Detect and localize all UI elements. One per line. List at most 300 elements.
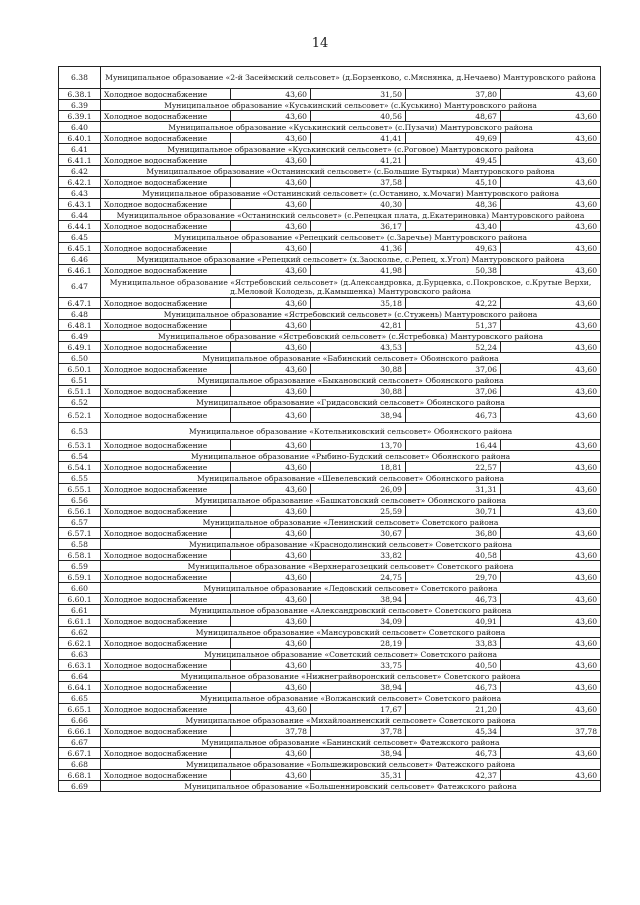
- tariff-value-3: 49,63: [406, 243, 501, 254]
- table-row: [59, 265, 601, 276]
- tariff-value-4: 43,60: [501, 440, 601, 451]
- row-number: 6.43: [59, 188, 101, 199]
- section-row: [59, 671, 601, 682]
- table-row: [59, 133, 601, 144]
- row-number: 6.48: [59, 309, 101, 320]
- service-name: Холодное водоснабжение: [101, 638, 231, 649]
- tariff-value-3: 49,69: [406, 133, 501, 144]
- tariff-value-3: 46,73: [406, 682, 501, 693]
- row-number: 6.67: [59, 737, 101, 748]
- municipality-title: Муниципальное образование «Ледовский сельсовет» Советского района: [101, 583, 601, 594]
- row-number: 6.48.1: [59, 320, 101, 331]
- section-row: [59, 693, 601, 704]
- row-number: 6.50.1: [59, 364, 101, 375]
- service-name: Холодное водоснабжение: [101, 265, 231, 276]
- row-number: 6.49: [59, 331, 101, 342]
- service-name: Холодное водоснабжение: [101, 660, 231, 671]
- table-row: [59, 386, 601, 397]
- tariff-value-3: 37,80: [406, 89, 501, 100]
- table-row: [59, 221, 601, 232]
- tariff-value-3: 40,91: [406, 616, 501, 627]
- row-number: 6.52.1: [59, 408, 101, 423]
- tariff-value-1: 43,60: [231, 89, 311, 100]
- row-number: 6.58.1: [59, 550, 101, 561]
- tariff-value-3: 37,06: [406, 364, 501, 375]
- section-row: [59, 423, 601, 440]
- row-number: 6.56: [59, 495, 101, 506]
- row-number: 6.54: [59, 451, 101, 462]
- tariff-value-4: 37,78: [501, 726, 601, 737]
- municipality-title: Муниципальное образование «Останинский сельсовет» (с.Останино, х.Мочаги) Мантуровского района: [101, 188, 601, 199]
- row-number: 6.65: [59, 693, 101, 704]
- tariff-value-1: 43,60: [231, 320, 311, 331]
- table-row: [59, 342, 601, 353]
- service-name: Холодное водоснабжение: [101, 770, 231, 781]
- tariff-value-3: 51,37: [406, 320, 501, 331]
- service-name: Холодное водоснабжение: [101, 594, 231, 605]
- tariff-value-2: 30,88: [311, 386, 406, 397]
- row-number: 6.59.1: [59, 572, 101, 583]
- tariff-value-3: 48,36: [406, 199, 501, 210]
- tariff-value-4: 43,60: [501, 133, 601, 144]
- section-row: [59, 353, 601, 364]
- tariff-value-3: 52,24: [406, 342, 501, 353]
- row-number: 6.38: [59, 67, 101, 89]
- table-row: [59, 155, 601, 166]
- service-name: Холодное водоснабжение: [101, 726, 231, 737]
- service-name: Холодное водоснабжение: [101, 298, 231, 309]
- table-row: [59, 89, 601, 100]
- section-row: [59, 188, 601, 199]
- row-number: 6.49.1: [59, 342, 101, 353]
- tariff-value-3: 40,50: [406, 660, 501, 671]
- tariff-value-2: 17,67: [311, 704, 406, 715]
- section-row: [59, 605, 601, 616]
- tariff-value-3: 46,73: [406, 594, 501, 605]
- tariff-value-1: 43,60: [231, 748, 311, 759]
- tariff-value-2: 35,18: [311, 298, 406, 309]
- tariff-value-1: 43,60: [231, 155, 311, 166]
- table-row: [59, 364, 601, 375]
- row-number: 6.40: [59, 122, 101, 133]
- tariff-value-1: 43,60: [231, 221, 311, 232]
- service-name: Холодное водоснабжение: [101, 550, 231, 561]
- tariff-value-1: 43,60: [231, 638, 311, 649]
- tariff-value-2: 43,53: [311, 342, 406, 353]
- table-row: [59, 462, 601, 473]
- tariff-value-3: 29,70: [406, 572, 501, 583]
- municipality-title: Муниципальное образование «Краснодолинский сельсовет» Советского района: [101, 539, 601, 550]
- row-number: 6.62: [59, 627, 101, 638]
- section-row: [59, 232, 601, 243]
- tariff-value-3: 48,67: [406, 111, 501, 122]
- tariff-value-4: 43,60: [501, 748, 601, 759]
- row-number: 6.64.1: [59, 682, 101, 693]
- row-number: 6.45.1: [59, 243, 101, 254]
- municipality-title: Муниципальное образование «Волжанский сельсовет» Советского района: [101, 693, 601, 704]
- service-name: Холодное водоснабжение: [101, 342, 231, 353]
- service-name: Холодное водоснабжение: [101, 320, 231, 331]
- tariff-value-2: 38,94: [311, 408, 406, 423]
- row-number: 6.68.1: [59, 770, 101, 781]
- service-name: Холодное водоснабжение: [101, 386, 231, 397]
- municipality-title: Муниципальное образование «Ястребовский сельсовет» (с.Ястребовка) Мантуровского района: [101, 331, 601, 342]
- tariff-value-4: 43,60: [501, 770, 601, 781]
- service-name: Холодное водоснабжение: [101, 364, 231, 375]
- row-number: 6.57.1: [59, 528, 101, 539]
- municipality-title: Муниципальное образование «Мансуровский сельсовет» Советского района: [101, 627, 601, 638]
- tariff-value-2: 40,56: [311, 111, 406, 122]
- tariff-value-1: 43,60: [231, 342, 311, 353]
- tariff-value-4: 43,60: [501, 111, 601, 122]
- municipality-title: Муниципальное образование «Банинский сельсовет» Фатежского района: [101, 737, 601, 748]
- tariff-value-4: 43,60: [501, 364, 601, 375]
- tariff-value-1: 37,78: [231, 726, 311, 737]
- tariff-value-1: 43,60: [231, 111, 311, 122]
- tariff-value-4: 43,60: [501, 616, 601, 627]
- section-row: [59, 649, 601, 660]
- row-number: 6.65.1: [59, 704, 101, 715]
- row-number: 6.40.1: [59, 133, 101, 144]
- service-name: Холодное водоснабжение: [101, 408, 231, 423]
- tariff-value-2: 24,75: [311, 572, 406, 583]
- municipality-title: Муниципальное образование «Быкановский сельсовет» Обоянского района: [101, 375, 601, 386]
- tariff-value-2: 18,81: [311, 462, 406, 473]
- row-number: 6.56.1: [59, 506, 101, 517]
- section-row: [59, 67, 601, 89]
- table-row: [59, 320, 601, 331]
- row-number: 6.67.1: [59, 748, 101, 759]
- section-row: [59, 122, 601, 133]
- row-number: 6.38.1: [59, 89, 101, 100]
- tariff-value-1: 43,60: [231, 506, 311, 517]
- section-row: [59, 276, 601, 298]
- service-name: Холодное водоснабжение: [101, 199, 231, 210]
- tariff-value-4: 43,60: [501, 89, 601, 100]
- row-number: 6.46.1: [59, 265, 101, 276]
- table-row: [59, 506, 601, 517]
- table-row: [59, 616, 601, 627]
- tariff-value-2: 38,94: [311, 748, 406, 759]
- row-number: 6.60.1: [59, 594, 101, 605]
- tariff-value-3: 16,44: [406, 440, 501, 451]
- tariff-value-2: 25,59: [311, 506, 406, 517]
- section-row: [59, 737, 601, 748]
- service-name: Холодное водоснабжение: [101, 572, 231, 583]
- row-number: 6.68: [59, 759, 101, 770]
- service-name: Холодное водоснабжение: [101, 704, 231, 715]
- row-number: 6.69: [59, 781, 101, 792]
- tariff-value-1: 43,60: [231, 484, 311, 495]
- row-number: 6.41: [59, 144, 101, 155]
- section-row: [59, 309, 601, 320]
- tariff-value-4: 43,60: [501, 506, 601, 517]
- row-number: 6.61: [59, 605, 101, 616]
- tariff-value-2: 38,94: [311, 594, 406, 605]
- table-row: [59, 704, 601, 715]
- row-number: 6.60: [59, 583, 101, 594]
- section-row: [59, 715, 601, 726]
- tariff-table: [58, 66, 601, 792]
- tariff-value-3: 43,40: [406, 221, 501, 232]
- table-row: [59, 484, 601, 495]
- row-number: 6.44.1: [59, 221, 101, 232]
- tariff-value-4: 43,60: [501, 660, 601, 671]
- table-row: [59, 594, 601, 605]
- tariff-value-2: 31,50: [311, 89, 406, 100]
- service-name: Холодное водоснабжение: [101, 462, 231, 473]
- tariff-value-1: 43,60: [231, 550, 311, 561]
- row-number: 6.63: [59, 649, 101, 660]
- service-name: Холодное водоснабжение: [101, 484, 231, 495]
- row-number: 6.43.1: [59, 199, 101, 210]
- tariff-value-3: 42,22: [406, 298, 501, 309]
- tariff-value-1: 43,60: [231, 133, 311, 144]
- row-number: 6.44: [59, 210, 101, 221]
- tariff-value-3: 45,34: [406, 726, 501, 737]
- tariff-value-1: 43,60: [231, 243, 311, 254]
- tariff-value-4: 43,60: [501, 342, 601, 353]
- municipality-title: Муниципальное образование «Башкатовский сельсовет» Обоянского района: [101, 495, 601, 506]
- tariff-value-4: 43,60: [501, 221, 601, 232]
- tariff-value-1: 43,60: [231, 528, 311, 539]
- row-number: 6.51: [59, 375, 101, 386]
- municipality-title: Муниципальное образование «Бабинский сельсовет» Обоянского района: [101, 353, 601, 364]
- service-name: Холодное водоснабжение: [101, 111, 231, 122]
- tariff-value-2: 34,09: [311, 616, 406, 627]
- tariff-value-4: 43,60: [501, 177, 601, 188]
- municipality-title: Муниципальное образование «Большежировский сельсовет» Фатежского района: [101, 759, 601, 770]
- table-row: [59, 660, 601, 671]
- section-row: [59, 254, 601, 265]
- tariff-value-4: 43,60: [501, 638, 601, 649]
- table-row: [59, 572, 601, 583]
- row-number: 6.53: [59, 423, 101, 440]
- tariff-value-4: 43,60: [501, 298, 601, 309]
- tariff-value-2: 37,58: [311, 177, 406, 188]
- section-row: [59, 166, 601, 177]
- tariff-value-2: 42,81: [311, 320, 406, 331]
- municipality-title: Муниципальное образование «Ленинский сельсовет» Советского района: [101, 517, 601, 528]
- section-row: [59, 781, 601, 792]
- municipality-title: Муниципальное образование «Верхнерагозецкий сельсовет» Советского района: [101, 561, 601, 572]
- section-row: [59, 539, 601, 550]
- municipality-title: Муниципальное образование «Ястребовский сельсовет» (с.Стужень) Мантуровского района: [101, 309, 601, 320]
- tariff-value-3: 42,37: [406, 770, 501, 781]
- row-number: 6.47: [59, 276, 101, 298]
- tariff-value-3: 49,45: [406, 155, 501, 166]
- tariff-value-1: 43,60: [231, 440, 311, 451]
- section-row: [59, 627, 601, 638]
- row-number: 6.39: [59, 100, 101, 111]
- tariff-value-1: 43,60: [231, 199, 311, 210]
- tariff-value-4: 43,60: [501, 572, 601, 583]
- municipality-title: Муниципальное образование «Репецкий сельсовет» (с.Заречье) Мантуровского района: [101, 232, 601, 243]
- row-number: 6.58: [59, 539, 101, 550]
- row-number: 6.41.1: [59, 155, 101, 166]
- service-name: Холодное водоснабжение: [101, 506, 231, 517]
- service-name: Холодное водоснабжение: [101, 748, 231, 759]
- tariff-value-1: 43,60: [231, 386, 311, 397]
- tariff-value-2: 35,31: [311, 770, 406, 781]
- tariff-value-2: 28,19: [311, 638, 406, 649]
- tariff-value-3: 22,57: [406, 462, 501, 473]
- municipality-title: Муниципальное образование «Гридасовский сельсовет» Обоянского района: [101, 397, 601, 408]
- section-row: [59, 375, 601, 386]
- tariff-value-3: 36,80: [406, 528, 501, 539]
- municipality-title: Муниципальное образование «Останинский сельсовет» (с.Репецкая плата, д.Екатериновка) Мантуровского района: [101, 210, 601, 221]
- table-row: [59, 199, 601, 210]
- section-row: [59, 451, 601, 462]
- tariff-value-3: 46,73: [406, 408, 501, 423]
- tariff-value-4: 43,60: [501, 386, 601, 397]
- tariff-value-2: 37,78: [311, 726, 406, 737]
- service-name: Холодное водоснабжение: [101, 221, 231, 232]
- tariff-value-1: 43,60: [231, 408, 311, 423]
- tariff-value-3: 33,83: [406, 638, 501, 649]
- tariff-value-1: 43,60: [231, 177, 311, 188]
- section-row: [59, 144, 601, 155]
- tariff-value-1: 43,60: [231, 682, 311, 693]
- service-name: Холодное водоснабжение: [101, 440, 231, 451]
- section-row: [59, 517, 601, 528]
- row-number: 6.42.1: [59, 177, 101, 188]
- municipality-title: Муниципальное образование «Михайлоанненский сельсовет» Советского района: [101, 715, 601, 726]
- tariff-value-3: 50,38: [406, 265, 501, 276]
- tariff-value-2: 41,98: [311, 265, 406, 276]
- tariff-value-3: 37,06: [406, 386, 501, 397]
- tariff-value-4: 43,60: [501, 243, 601, 254]
- tariff-value-2: 33,82: [311, 550, 406, 561]
- municipality-title: Муниципальное образование «Останинский сельсовет» (с.Большие Бутырки) Мантуровского района: [101, 166, 601, 177]
- table-row: [59, 682, 601, 693]
- section-row: [59, 583, 601, 594]
- tariff-value-4: 43,60: [501, 682, 601, 693]
- municipality-title: Муниципальное образование «Большеннировский сельсовет» Фатежского района: [101, 781, 601, 792]
- tariff-value-2: 13,70: [311, 440, 406, 451]
- tariff-value-3: 45,10: [406, 177, 501, 188]
- tariff-value-4: 43,60: [501, 704, 601, 715]
- service-name: Холодное водоснабжение: [101, 616, 231, 627]
- municipality-title: Муниципальное образование «2-й Засеймский сельсовет» (д.Борзенково, с.Мяснянка, д.Нечаево) Мантуровского района: [101, 67, 601, 89]
- tariff-value-4: 43,60: [501, 594, 601, 605]
- row-number: 6.42: [59, 166, 101, 177]
- tariff-value-1: 43,60: [231, 594, 311, 605]
- row-number: 6.64: [59, 671, 101, 682]
- row-number: 6.45: [59, 232, 101, 243]
- section-row: [59, 210, 601, 221]
- table-row: [59, 550, 601, 561]
- section-row: [59, 397, 601, 408]
- municipality-title: Муниципальное образование «Советский сельсовет» Советского района: [101, 649, 601, 660]
- municipality-title: Муниципальное образование «Шевелевский сельсовет» Обоянского района: [101, 473, 601, 484]
- tariff-value-2: 40,30: [311, 199, 406, 210]
- service-name: Холодное водоснабжение: [101, 133, 231, 144]
- row-number: 6.59: [59, 561, 101, 572]
- municipality-title: Муниципальное образование «Куськинский сельсовет» (с.Куськино) Мантуровского района: [101, 100, 601, 111]
- tariff-value-4: 43,60: [501, 550, 601, 561]
- tariff-value-1: 43,60: [231, 265, 311, 276]
- service-name: Холодное водоснабжение: [101, 243, 231, 254]
- municipality-title: Муниципальное образование «Котельниковский сельсовет» Обоянского района: [101, 423, 601, 440]
- tariff-value-2: 36,17: [311, 221, 406, 232]
- municipality-title: Муниципальное образование «Александровский сельсовет» Советского района: [101, 605, 601, 616]
- row-number: 6.66: [59, 715, 101, 726]
- tariff-value-3: 30,71: [406, 506, 501, 517]
- tariff-value-1: 43,60: [231, 462, 311, 473]
- row-number: 6.57: [59, 517, 101, 528]
- service-name: Холодное водоснабжение: [101, 155, 231, 166]
- section-row: [59, 495, 601, 506]
- tariff-value-1: 43,60: [231, 616, 311, 627]
- row-number: 6.52: [59, 397, 101, 408]
- tariff-value-2: 33,75: [311, 660, 406, 671]
- tariff-value-1: 43,60: [231, 364, 311, 375]
- section-row: [59, 473, 601, 484]
- table-row: [59, 748, 601, 759]
- table-row: [59, 528, 601, 539]
- tariff-value-4: 43,60: [501, 408, 601, 423]
- tariff-value-3: 46,73: [406, 748, 501, 759]
- row-number: 6.51.1: [59, 386, 101, 397]
- municipality-title: Муниципальное образование «Куськинский сельсовет» (с.Роговое) Мантуровского района: [101, 144, 601, 155]
- table-row: [59, 440, 601, 451]
- row-number: 6.39.1: [59, 111, 101, 122]
- service-name: Холодное водоснабжение: [101, 177, 231, 188]
- municipality-title: Муниципальное образование «Рыбино-Будский сельсовет» Обоянского района: [101, 451, 601, 462]
- tariff-value-4: 43,60: [501, 265, 601, 276]
- row-number: 6.63.1: [59, 660, 101, 671]
- service-name: Холодное водоснабжение: [101, 89, 231, 100]
- row-number: 6.62.1: [59, 638, 101, 649]
- table-row: [59, 177, 601, 188]
- tariff-value-3: 40,58: [406, 550, 501, 561]
- table-row: [59, 298, 601, 309]
- table-row: [59, 726, 601, 737]
- page-number: 14: [311, 36, 329, 51]
- tariff-value-2: 41,41: [311, 133, 406, 144]
- section-row: [59, 331, 601, 342]
- row-number: 6.61.1: [59, 616, 101, 627]
- municipality-title: Муниципальное образование «Ястребовский сельсовет» (д.Александровка, д.Бурцевка, с.Покровское, с.Крутые Верхи, д.Меловой Колодезь, д.Камышенка) Мантуровского района: [101, 276, 601, 298]
- row-number: 6.55: [59, 473, 101, 484]
- row-number: 6.47.1: [59, 298, 101, 309]
- tariff-value-1: 43,60: [231, 660, 311, 671]
- table-row: [59, 111, 601, 122]
- tariff-value-4: 43,60: [501, 462, 601, 473]
- tariff-value-4: 43,60: [501, 320, 601, 331]
- table-row: [59, 638, 601, 649]
- section-row: [59, 561, 601, 572]
- tariff-value-4: 43,60: [501, 528, 601, 539]
- tariff-value-2: 38,94: [311, 682, 406, 693]
- tariff-value-4: 43,60: [501, 155, 601, 166]
- tariff-value-4: 43,60: [501, 484, 601, 495]
- tariff-value-4: 43,60: [501, 199, 601, 210]
- section-row: [59, 100, 601, 111]
- table-row: [59, 243, 601, 254]
- row-number: 6.54.1: [59, 462, 101, 473]
- row-number: 6.53.1: [59, 440, 101, 451]
- tariff-value-1: 43,60: [231, 298, 311, 309]
- tariff-value-3: 21,20: [406, 704, 501, 715]
- tariff-value-1: 43,60: [231, 704, 311, 715]
- tariff-value-2: 41,21: [311, 155, 406, 166]
- row-number: 6.55.1: [59, 484, 101, 495]
- row-number: 6.46: [59, 254, 101, 265]
- municipality-title: Муниципальное образование «Куськинский сельсовет» (с.Пузачи) Мантуровского района: [101, 122, 601, 133]
- municipality-title: Муниципальное образование «Репецкий сельсовет» (х.Заосколье, с.Репец, х.Угол) Мантуровского района: [101, 254, 601, 265]
